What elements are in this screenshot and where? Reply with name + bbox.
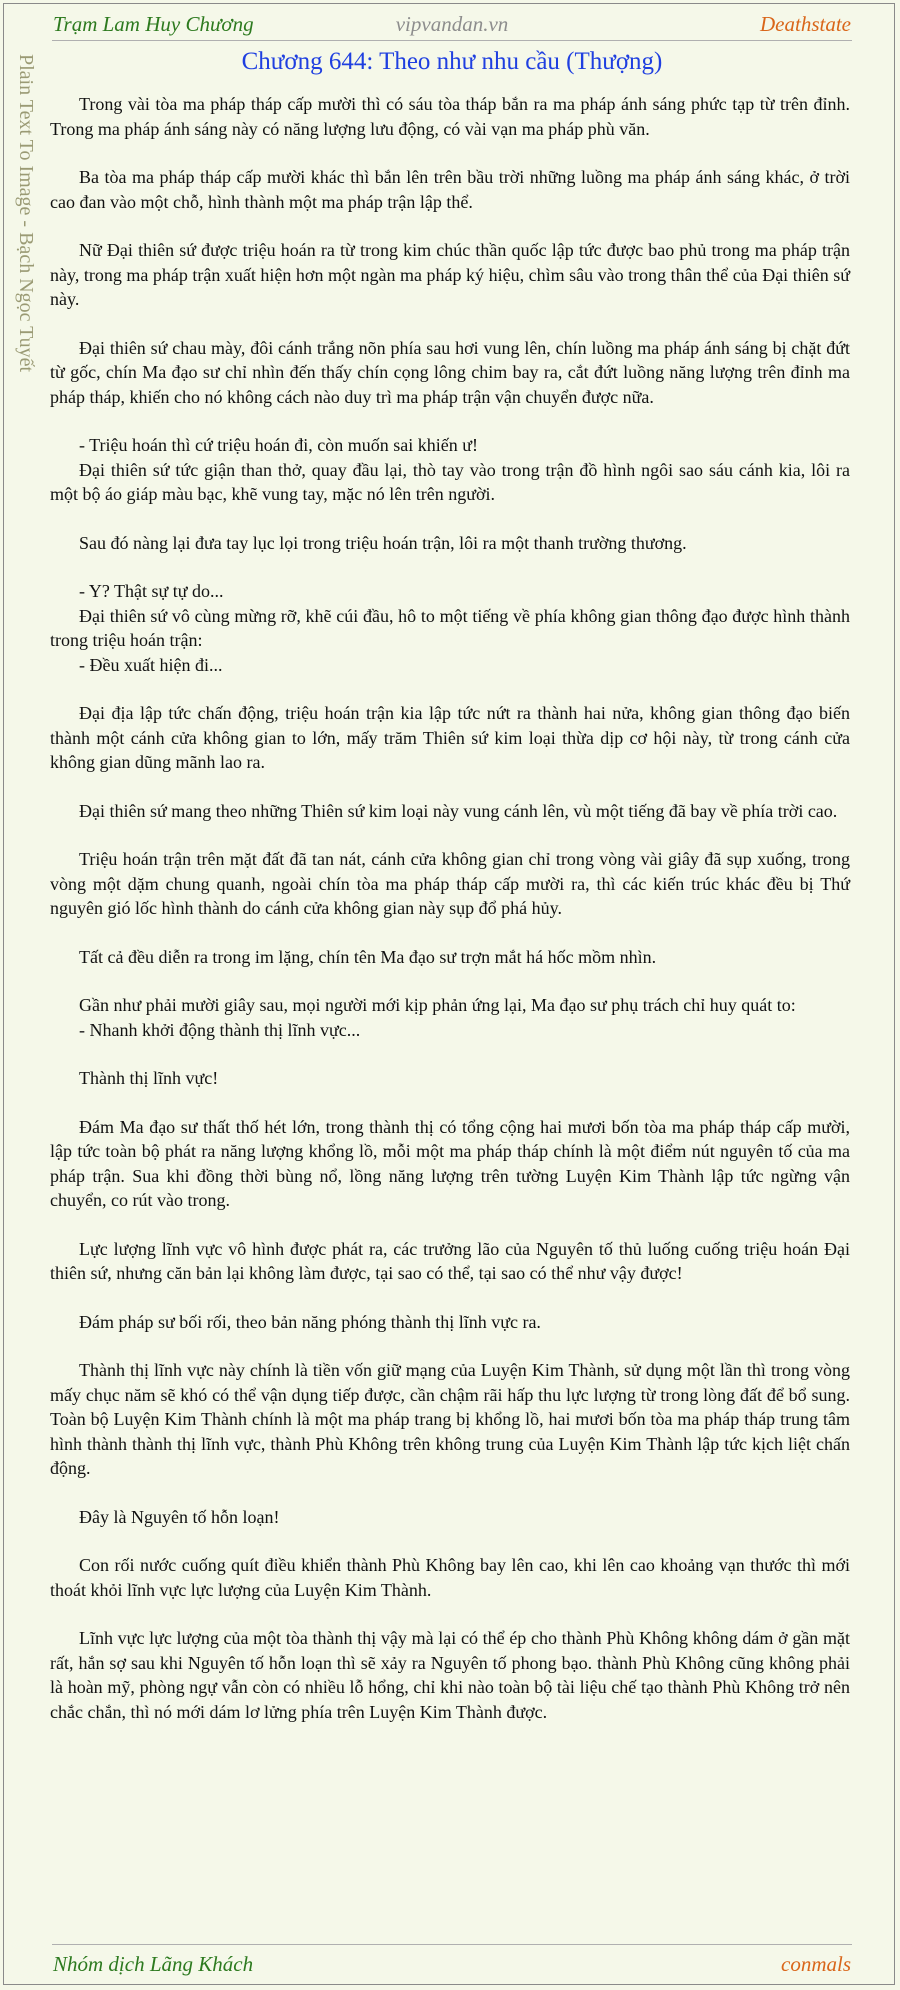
- paragraph: Đại thiên sứ mang theo những Thiên sứ kim loại này vung cánh lên, vù một tiếng đã bay về phía trời cao.: [79, 800, 838, 821]
- paragraph: Thành thị lĩnh vực!: [79, 1068, 219, 1088]
- paragraph: Sau đó nàng lại đưa tay lục lọi trong triệu hoán trận, lôi ra một thanh trường thương.: [79, 532, 687, 553]
- chapter-body: [50, 92, 850, 1748]
- paragraph: Thành thị lĩnh vực này chính là tiền vốn giữ mạng của Luyện Kim Thành, sử dụng một lần thì trong vòng mấy chục năm sẽ khó có thể vận dụng tiếp được, cần chậm rãi hấp thu lực lượng từ trong lòng đất để bổ sung. Toàn bộ Luyện Kim Thành chính là một ma pháp trang bị khổng lồ, hai mươi bốn tòa ma pháp tháp trung tâm hình thành thành thị lĩnh vực, thành Phù Không trên không trung của Luyện Kim Thành lập tức kịch liệt chấn động.: [50, 1360, 850, 1478]
- page-header: [52, 8, 852, 41]
- paragraph: Lực lượng lĩnh vực vô hình được phát ra, các trưởng lão của Nguyên tố thủ luống cuống triệu hoán Đại thiên sứ, nhưng căn bản lại không làm được, tại sao có thể, tại sao có thể như vậy được!: [50, 1238, 850, 1283]
- dialogue-line: - Y? Thật sự tự do...: [79, 581, 224, 601]
- paragraph: Triệu hoán trận trên mặt đất đã tan nát, cánh cửa không gian chỉ trong vòng vài giây đã sụp xuống, trong vòng một dặm chung quanh, ngoài chín tòa ma pháp tháp cấp mười ra, thì các kiến trúc khác đều bị Thứ nguyên gió lốc hình thành do cánh cửa không gian này sụp đổ phá hủy.: [50, 849, 850, 918]
- paragraph: Đám Ma đạo sư thất thố hét lớn, trong thành thị có tổng cộng hai mươi bốn tòa ma pháp tháp cấp mười, lập tức toàn bộ phát ra năng lượng khổng lồ, mỗi một ma pháp tháp chính là một điểm nút nguyên tố của ma pháp trận. Sua khi đồng thời bùng nổ, lồng năng lượng trên tường Luyện Kim Thành lập tức ngừng vận chuyển, co rút vào trong.: [50, 1116, 850, 1210]
- header-translator-station: Trạm Lam Huy Chương: [53, 12, 254, 36]
- paragraph: Tất cả đều diễn ra trong im lặng, chín tên Ma đạo sư trợn mắt há hốc mồm nhìn.: [79, 946, 657, 967]
- footer-editor: conmals: [781, 1952, 851, 1976]
- dialogue-line: - Đều xuất hiện đi...: [79, 654, 223, 675]
- paragraph: Ba tòa ma pháp tháp cấp mười khác thì bắn lên trên bầu trời những luồng ma pháp ánh sáng khác, ở trời cao đan vào một chỗ, hình thành một ma pháp trận lập thể.: [50, 167, 850, 212]
- paragraph: Đại địa lập tức chấn động, triệu hoán trận kia lập tức nứt ra thành hai nửa, không gian thông đạo biến thành một cánh cửa không gian to lớn, mấy trăm Thiên sứ kim loại thừa dịp cơ hội này, từ trong cánh cửa không gian dũng mãnh lao ra.: [50, 703, 850, 772]
- paragraph: Đại thiên sứ chau mày, đôi cánh trắng nõn phía sau hơi vung lên, chín luồng ma pháp ánh sáng bị chặt đứt từ gốc, chín Ma đạo sư chỉ nhìn đến thấy chín cọng lông chim bay ra, cắt đứt luồng năng lượng trên đỉnh ma pháp tháp, khiến cho nó không cách nào duy trì ma pháp trận vận chuyển được nữa.: [50, 337, 850, 407]
- header-uploader: Deathstate: [760, 12, 851, 36]
- paragraph: Đại thiên sứ vô cùng mừng rỡ, khẽ cúi đầu, hô to một tiếng về phía không gian thông đạo được hình thành trong triệu hoán trận:: [50, 605, 850, 650]
- page-footer: [52, 1944, 852, 1979]
- dialogue-line: - Nhanh khởi động thành thị lĩnh vực...: [79, 1019, 361, 1040]
- chapter-title: Chương 644: Theo như nhu cầu (Thượng): [241, 48, 663, 75]
- paragraph: Con rối nước cuống quít điều khiển thành Phù Không bay lên cao, khi lên cao khoảng vạn thước thì mới thoát khỏi lĩnh vực lực lượng của Luyện Kim Thành.: [50, 1555, 850, 1600]
- paragraph: Nữ Đại thiên sứ được triệu hoán ra từ trong kim chúc thần quốc lập tức được bao phủ trong ma pháp trận này, trong ma pháp trận xuất hiện hơn một ngàn ma pháp ký hiệu, chìm sâu vào trong thân thể của Đại thiên sứ này.: [50, 240, 850, 309]
- paragraph: Đám pháp sư bối rối, theo bản năng phóng thành thị lĩnh vực ra.: [79, 1311, 541, 1332]
- header-site-name: vipvandan.vn: [395, 12, 509, 36]
- paragraph: Đại thiên sứ tức giận than thở, quay đầu lại, thò tay vào trong trận đồ hình ngôi sao sáu cánh kia, lôi ra một bộ áo giáp màu bạc, khẽ vung tay, mặc nó lên trên người.: [50, 459, 850, 504]
- footer-translation-group: Nhóm dịch Lãng Khách: [53, 1952, 254, 1976]
- dialogue-line: - Triệu hoán thì cứ triệu hoán đi, còn muốn sai khiến ư!: [79, 435, 478, 455]
- paragraph: Lĩnh vực lực lượng của một tòa thành thị vậy mà lại có thể ép cho thành Phù Không không dám ở gần mặt rất, hắn sợ sau khi Nguyên tố hỗn loạn thì sẽ xảy ra Nguyên tố phong bạo. thành Phù Không cũng không phải là hoàn mỹ, phòng ngự vẫn còn có nhiều lỗ hổng, chỉ khi nào toàn bộ tài liệu chế tạo thành Phù Không trở nên chắc chắn, thì nó mới dám lơ lửng phía trên Luyện Kim Thành được.: [50, 1628, 850, 1722]
- paragraph: Đây là Nguyên tố hỗn loạn!: [79, 1506, 280, 1527]
- paragraph: Gần như phải mười giây sau, mọi người mới kịp phản ứng lại, Ma đạo sư phụ trách chỉ huy quát to:: [79, 995, 796, 1015]
- paragraph: Trong vài tòa ma pháp tháp cấp mười thì có sáu tòa tháp bắn ra ma pháp ánh sáng phức tạp từ trên đỉnh. Trong ma pháp ánh sáng này có năng lượng lưu động, có vài vạn ma pháp phù văn.: [50, 94, 850, 139]
- side-watermark-label: Plain Text To Image - Bạch Ngọc Tuyết: [15, 54, 37, 373]
